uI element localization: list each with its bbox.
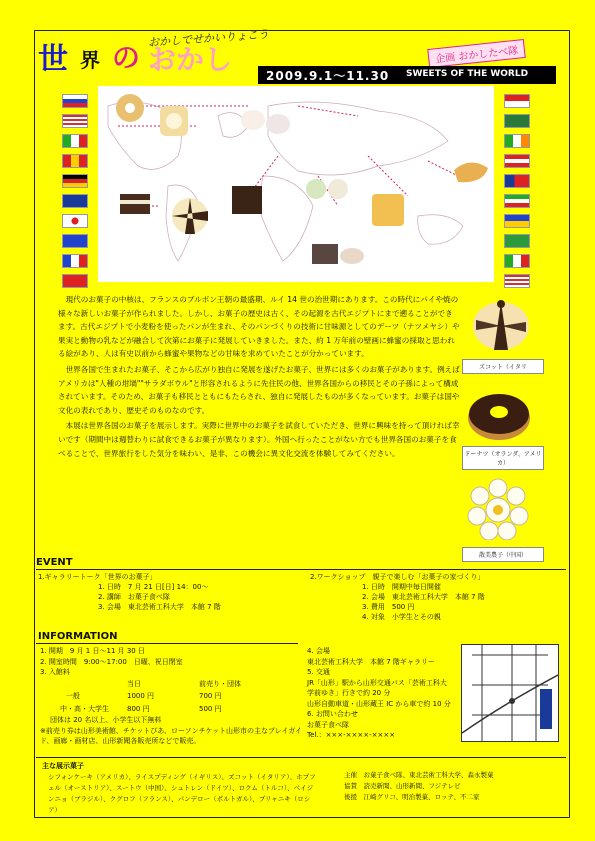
donut-image — [466, 388, 532, 442]
info-fee-label: 3. 入館料 — [40, 668, 70, 676]
cake-slice-image — [312, 244, 338, 264]
intro-text — [58, 293, 460, 462]
footer-sweets-list: シフォンケーキ（アメリカ）、ライスプディング（イギリス）、ズコット（イタリア）、ホプフェル（オーストリア）、スートウ（中国）、シュトレン（ドイツ）、ロクム（トルコ）、ベイジンニョ（ブラジル）、クグロフ（フランス）、パンデロー（ポルトガル）、プリャニキ（ロシア） — [48, 773, 316, 814]
event-rule — [36, 569, 566, 570]
info-group-note: 団体は 20 名以上、小学生以下無料 — [50, 716, 162, 724]
dumpling-image-2 — [328, 179, 348, 199]
title-okashi: おかし — [148, 43, 233, 76]
info-access-label: 5. 交通 — [307, 668, 330, 676]
event-heading: EVENT — [36, 557, 73, 568]
mochi-image-2 — [266, 114, 290, 134]
event-gallery-details — [38, 582, 298, 612]
fee-cell: 一般 — [66, 692, 80, 700]
fee-head-cell — [54, 678, 126, 691]
donut-block — [466, 388, 532, 446]
flag-icon — [504, 154, 530, 168]
credit-sponsor: 協賛 読売新聞、山形新聞、フジテレビ — [344, 782, 461, 790]
paragraph-2: 世界各国で生まれたお菓子、そこから広がり独自に発展を遂げたお菓子、世界には多くのお菓子があります。例えばアメリカは"人種の坩堝""サラダボウル"と形容されるように先住民の他、世界各国からの移民とその子孫によって構成されています。そのため、お菓子も移民とともにもたらされ、独自に発展したものが多くなっています。お菓子は国や文化の表れであり、歴史そのものなのです。 — [58, 364, 460, 415]
flag-icon — [62, 114, 88, 128]
info-contact-label: 6. お問い合わせ — [307, 710, 358, 718]
roll-cake-swirl — [166, 113, 182, 129]
flag-icon — [504, 274, 530, 288]
event-right — [310, 572, 566, 622]
caption-donut: ドーナツ（オランダ、アメリカ） — [462, 446, 544, 470]
flag-icon — [62, 94, 88, 108]
paragraph-3: 本展は世界各国のお菓子を展示します。実際に世界中のお菓子を試食していただき、世界に興味を持って頂ければ幸いです（期間中は週替わりに試食できるお菓子が異なります）。外国へ行ったことがない方でも世界各国のお菓子を食べることで、世界旅行をした気分を味わい、是非、この機会に異文化交流を体験してみてください。 — [58, 421, 460, 458]
flag-icon — [62, 214, 88, 228]
flag-icon — [504, 214, 530, 228]
flag-column-left — [62, 94, 88, 294]
event-gallery-item: 2. 講師 お菓子食べ隊 — [98, 593, 170, 601]
fee-head-cell: 当日 — [127, 679, 141, 688]
flag-icon — [62, 134, 88, 148]
world-map-image — [98, 86, 494, 282]
mochi-image — [241, 110, 265, 130]
fee-cell: 1000 円 — [127, 692, 155, 700]
kouglof-center — [125, 103, 135, 113]
event-gallery-title: 1.ギャラリートーク「世界のお菓子」 — [38, 573, 157, 581]
sweets-of-the-world: SWEETS OF THE WORLD — [406, 69, 529, 79]
layer-cake-stripe — [120, 200, 150, 204]
flag-icon — [62, 174, 88, 188]
info-venue-label: 4. 会場 — [307, 647, 330, 655]
fee-cell: 500 円 — [199, 704, 222, 713]
info-contact-tel: Tel.：×××-××××-×××× — [307, 731, 396, 739]
cookie-image — [340, 248, 364, 264]
event-workshop-item: 1. 日時 開期中毎日開催 — [362, 583, 441, 591]
access-map — [461, 644, 559, 742]
flag-icon — [62, 194, 88, 208]
info-venue: 東北芸術工科大学 本館 7 階ギャラリー — [307, 657, 435, 666]
catch-copy: おかしでせかいりょこう — [147, 27, 270, 50]
flag-icon — [504, 94, 530, 108]
footer-rule — [36, 757, 566, 758]
fee-cell: 中・高・大学生 — [60, 704, 109, 713]
info-ticket-note: ※前売り券は山形美術館、チケットぴあ、ローソンチケット山形市の主なプレイガイド、画廊・画材店、山形新聞各販売所などで販売。 — [40, 726, 302, 745]
brownie-image — [232, 186, 262, 214]
flag-icon — [62, 254, 88, 268]
chiffon-cake-image — [372, 194, 404, 226]
caption-chinese-sweet: 散美農子（中国） — [462, 547, 544, 562]
flag-icon — [504, 194, 530, 208]
zuccotto-block — [470, 292, 532, 356]
flag-icon — [62, 274, 88, 288]
info-right — [307, 646, 453, 741]
info-access-bus: JR「山形」駅から山形交通バス「芸術工科大学前ゆき」行きで約 20 分 — [307, 678, 447, 697]
table-row — [54, 703, 242, 716]
event-workshop-item: 3. 費用 500 円 — [362, 603, 415, 611]
credit-organizer: 主催 お菓子食べ隊、東北芸術工科大学、森永製菓 — [344, 771, 494, 779]
flag-icon — [504, 114, 530, 128]
fee-table — [54, 678, 242, 716]
title-char-2: 界 — [80, 48, 100, 72]
info-rule — [36, 643, 298, 644]
info-access-car: 山形自動車道・山形蔵王 IC から車で約 10 分 — [307, 699, 451, 708]
croissant-image — [454, 162, 488, 182]
event-workshop-title: 2.ワークショップ 親子で楽しむ「お菓子の家づくり」 — [310, 573, 485, 581]
fee-head-cell: 前売り・団体 — [199, 679, 241, 688]
event-date: 2009.9.1～11.30 — [266, 69, 390, 83]
info-contact-name: お菓子食べ隊 — [307, 720, 349, 729]
fee-cell: 800 円 — [127, 704, 150, 713]
footer-heading: 主な展示菓子 — [42, 762, 84, 770]
info-left — [40, 646, 302, 747]
flag-column-right — [504, 94, 530, 294]
chinese-sweet-image — [467, 478, 529, 540]
title-no: の — [112, 41, 141, 74]
event-left — [38, 572, 298, 612]
paragraph-1: 現代のお菓子の中核は、フランスのブルボン王朝の最盛期、ルイ 14 世の治世期にあります。この時代にパイや焼の様々な新しいお菓子が作られました。しかし、お菓子の歴史は古く、その起源を古代エジプトにまで遡ることができます。古代エジプトで小麦粉を使ったパンが生まれ、そのパンづくりの技術に甘味源としてのデーツ（ナツメヤシ）や果実と動物の乳などが融合して次第にお菓子に発展していきました。また、約 1 万年前の壁画に蜂蜜の採取と思われる絵があり、人は有史以前から蜂蜜や果物などの甘味を求めていたことが分かっています。 — [58, 295, 460, 359]
event-workshop-item: 4. 対象 小学生とその親 — [362, 613, 441, 621]
dumpling-image — [306, 179, 326, 199]
information-heading: INFORMATION — [38, 631, 118, 642]
university-marker — [540, 689, 552, 729]
table-row — [54, 690, 242, 703]
title-char-1: 世 — [38, 42, 68, 77]
flag-icon — [62, 154, 88, 168]
world-map-outline — [98, 86, 494, 282]
flag-icon — [504, 254, 530, 268]
info-hours: 2. 開室時間 9:00～17:00 日曜、祝日閉室 — [40, 657, 183, 666]
footer-credits — [344, 770, 558, 803]
fee-cell: 700 円 — [199, 692, 222, 700]
flag-icon — [504, 174, 530, 188]
event-gallery-item: 1. 日時 7 月 21 日[日] 14：00～ — [98, 583, 209, 591]
flag-icon — [504, 234, 530, 248]
flag-icon — [62, 234, 88, 248]
chinese-sweet-block — [467, 478, 529, 544]
access-map-drawing — [462, 645, 558, 741]
zuccotto-image — [470, 292, 532, 352]
event-gallery-item: 3. 会場 東北芸術工科大学 本館 7 階 — [98, 603, 221, 611]
event-workshop-item: 2. 会場 東北芸術工科大学 本館 7 階 — [362, 593, 485, 601]
flag-icon — [504, 134, 530, 148]
fee-table-header — [54, 678, 242, 691]
event-workshop-details — [310, 582, 566, 622]
station-marker — [509, 698, 515, 704]
kikaku-badge: 企画 おかしたべ隊 — [427, 39, 526, 68]
credit-support: 後援 江崎グリコ、明治製菓、ロッテ、不二家 — [344, 793, 480, 801]
info-period: 1. 開期 9 月 1 日～11 月 30 日 — [40, 647, 145, 655]
caption-zuccotto: ズコット（イタリ — [462, 359, 544, 374]
